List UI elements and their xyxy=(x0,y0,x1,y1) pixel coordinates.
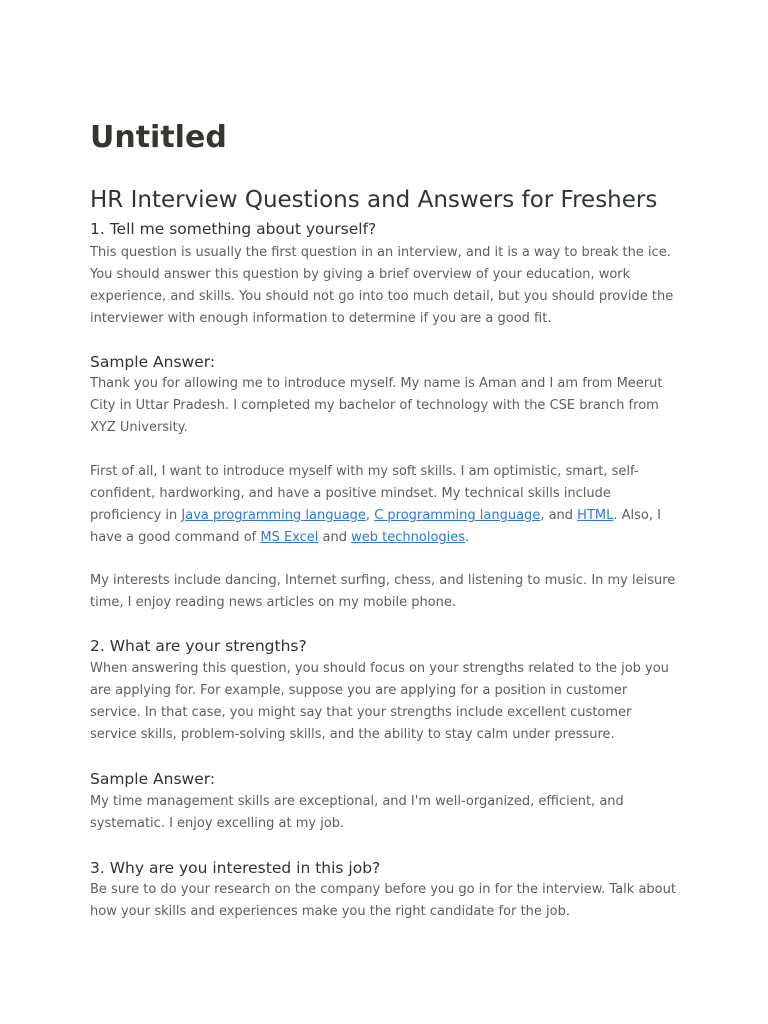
skills-separator: and xyxy=(318,530,352,545)
web-technologies-link[interactable]: web technologies xyxy=(351,530,466,545)
question-1-title: 1. Tell me something about yourself? xyxy=(90,220,377,238)
ms-excel-link[interactable]: MS Excel xyxy=(260,530,319,545)
question-1-sample-interests: My interests include dancing, Internet surfing, chess, and listening to music. In my leisure time, I enjoy reading news articles on my mobile phone. xyxy=(90,573,676,610)
skills-text-start: First of all, I want to introduce myself with my soft skills. I am optimistic, smart, self-confident, hardworking, and have a positive mindset. My technical skills include proficiency in xyxy=(90,464,639,523)
html-link[interactable]: HTML xyxy=(577,508,614,523)
question-2-title: 2. What are your strengths? xyxy=(90,637,307,655)
question-1-sample-intro: Thank you for allowing me to introduce myself. My name is Aman and I am from Meerut City in Uttar Pradesh. I completed my bachelor of technology with the CSE branch from XYZ University. xyxy=(90,376,663,435)
question-2-sample-body: My time management skills are exceptional, and I'm well-organized, efficient, and systematic. I enjoy excelling at my job. xyxy=(90,794,624,831)
skills-text-end: . xyxy=(465,530,470,545)
skills-separator: , xyxy=(365,508,375,523)
document-heading: HR Interview Questions and Answers for Freshers xyxy=(90,187,658,213)
c-programming-link[interactable]: C programming language xyxy=(374,508,541,523)
question-1-sample-skills xyxy=(90,461,682,549)
question-1-body: This question is usually the first question in an interview, and it is a way to break the ice. You should answer this question by giving a brief overview of your education, work experience, and skills. You should not go into too much detail, but you should provide the interviewer with enough information to determine if you are a good fit. xyxy=(90,245,674,326)
java-link[interactable]: Java programming language xyxy=(181,508,366,523)
skills-separator: , and xyxy=(540,508,578,523)
page-title: Untitled xyxy=(90,120,227,155)
question-3-body: Be sure to do your research on the company before you go in for the interview. Talk about how your skills and experiences make you the right candidate for the job. xyxy=(90,882,676,919)
question-3-title: 3. Why are you interested in this job? xyxy=(90,859,381,877)
question-2-sample-title: Sample Answer: xyxy=(90,770,216,788)
question-2-body: When answering this question, you should focus on your strengths related to the job you are applying for. For example, suppose you are applying for a position in customer service. In that case, you might say that your strengths include excellent customer service skills, problem-solving skills, and the ability to stay calm under pressure. xyxy=(90,661,669,742)
skills-text-middle: . Also, I have a good command of xyxy=(90,508,661,545)
question-1-sample-title: Sample Answer: xyxy=(90,353,216,371)
